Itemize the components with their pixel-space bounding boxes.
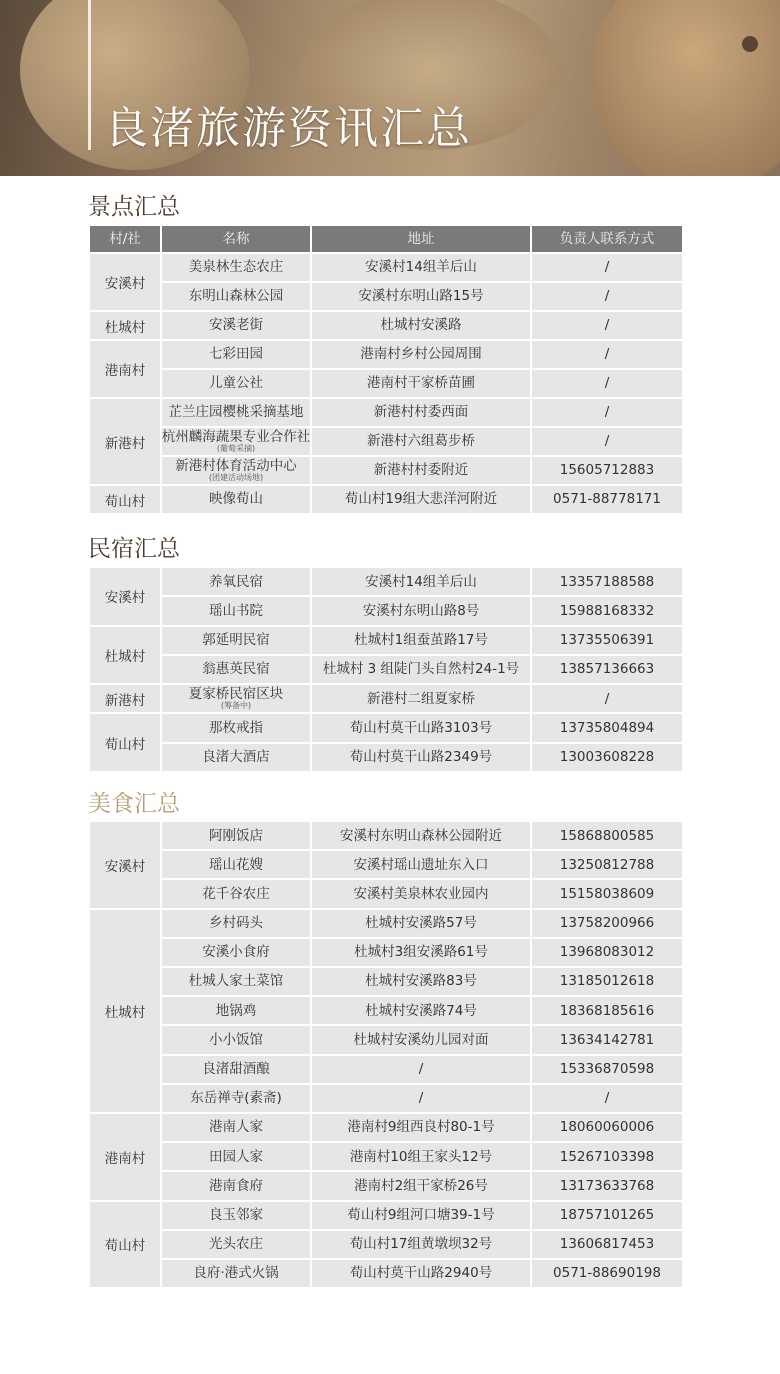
banner-jade-disc <box>590 0 780 176</box>
table-header-cell: 负责人联系方式 <box>532 226 682 254</box>
village-rows <box>162 399 682 486</box>
name-cell: 阿刚饭店 <box>162 822 312 851</box>
name-cell: 安溪老街 <box>162 312 312 341</box>
table-row <box>162 997 682 1026</box>
village-group <box>90 312 682 341</box>
address-cell: 港南村2组干家桥26号 <box>312 1172 532 1201</box>
village-cell: 新港村 <box>90 399 162 486</box>
attractions-table <box>90 226 682 515</box>
contact-cell: 0571-88778171 <box>532 486 682 515</box>
address-cell: 杜城村 3 组陡门头自然村24-1号 <box>312 656 532 685</box>
contact-cell: 13173633768 <box>532 1172 682 1201</box>
table-row <box>162 428 682 457</box>
address-cell: 安溪村东明山路8号 <box>312 597 532 626</box>
address-cell: 杜城村安溪路83号 <box>312 968 532 997</box>
table-row <box>162 910 682 939</box>
village-rows <box>162 254 682 312</box>
table-row <box>162 714 682 743</box>
table-row <box>162 851 682 880</box>
contact-cell: / <box>532 312 682 341</box>
address-cell: 杜城村安溪幼儿园对面 <box>312 1026 532 1055</box>
name-text: 新港村体育活动中心 <box>175 457 297 474</box>
table-row <box>162 1260 682 1289</box>
village-rows <box>162 312 682 341</box>
name-cell <box>162 685 312 714</box>
name-cell: 良渚大酒店 <box>162 744 312 773</box>
village-rows <box>162 1114 682 1202</box>
contact-cell: 18757101265 <box>532 1202 682 1231</box>
homestays-table <box>90 568 682 773</box>
table-row <box>162 968 682 997</box>
address-cell: 杜城村安溪路74号 <box>312 997 532 1026</box>
table-header-cell: 村/社 <box>90 226 162 254</box>
contact-cell: / <box>532 685 682 714</box>
address-cell: 杜城村1组蚕茧路17号 <box>312 627 532 656</box>
village-cell: 荀山村 <box>90 1202 162 1290</box>
name-cell: 东岳禅寺(素斋) <box>162 1085 312 1114</box>
address-cell: 荀山村9组河口塘39-1号 <box>312 1202 532 1231</box>
table-row <box>162 370 682 399</box>
village-group <box>90 1114 682 1202</box>
village-cell: 新港村 <box>90 685 162 714</box>
address-cell: 杜城村安溪路57号 <box>312 910 532 939</box>
table-row <box>162 341 682 370</box>
table-row <box>162 822 682 851</box>
table-row <box>162 1143 682 1172</box>
village-group <box>90 627 682 686</box>
village-rows <box>162 910 682 1114</box>
table-row <box>162 1056 682 1085</box>
address-cell: 安溪村美泉林农业园内 <box>312 880 532 909</box>
name-cell: 港南人家 <box>162 1114 312 1143</box>
village-rows <box>162 627 682 686</box>
table-row <box>162 1172 682 1201</box>
table-row <box>162 254 682 283</box>
table-row <box>162 880 682 909</box>
address-cell: 荀山村莫干山路2349号 <box>312 744 532 773</box>
village-rows <box>162 341 682 399</box>
contact-cell: 13606817453 <box>532 1231 682 1260</box>
address-cell: 港南村10组王家头12号 <box>312 1143 532 1172</box>
contact-cell: / <box>532 370 682 399</box>
village-group <box>90 254 682 312</box>
contact-cell: 15336870598 <box>532 1056 682 1085</box>
table-row <box>162 1231 682 1260</box>
table-row <box>162 312 682 341</box>
contact-cell: 15868800585 <box>532 822 682 851</box>
contact-cell: / <box>532 1085 682 1114</box>
name-cell <box>162 457 312 486</box>
address-cell: 荀山村17组黄墩坝32号 <box>312 1231 532 1260</box>
banner-divider-line <box>88 0 91 150</box>
contact-cell: 15158038609 <box>532 880 682 909</box>
contact-cell: 13634142781 <box>532 1026 682 1055</box>
section-title-attractions: 景点汇总 <box>88 194 180 220</box>
table-row <box>162 1085 682 1114</box>
table-row <box>162 1202 682 1231</box>
name-cell: 七彩田园 <box>162 341 312 370</box>
name-cell: 翁惠英民宿 <box>162 656 312 685</box>
name-cell: 杜城人家土菜馆 <box>162 968 312 997</box>
page-title: 良渚旅游资讯汇总 <box>104 103 472 154</box>
village-group <box>90 399 682 486</box>
table-row <box>162 568 682 597</box>
village-group <box>90 714 682 773</box>
contact-cell: 13185012618 <box>532 968 682 997</box>
name-cell <box>162 428 312 457</box>
village-group <box>90 1202 682 1290</box>
contact-cell: 13735804894 <box>532 714 682 743</box>
address-cell: 荀山村莫干山路3103号 <box>312 714 532 743</box>
address-cell: / <box>312 1056 532 1085</box>
village-cell: 杜城村 <box>90 627 162 686</box>
table-header-cell: 名称 <box>162 226 312 254</box>
village-cell: 港南村 <box>90 1114 162 1202</box>
table-row <box>162 685 682 714</box>
village-group <box>90 910 682 1114</box>
name-stack <box>189 687 284 711</box>
address-cell: 新港村村委附近 <box>312 457 532 486</box>
address-cell: 荀山村莫干山路2940号 <box>312 1260 532 1289</box>
address-cell: 安溪村14组羊后山 <box>312 568 532 597</box>
section-title-food: 美食汇总 <box>88 791 180 817</box>
name-cell: 良府·港式火锅 <box>162 1260 312 1289</box>
name-cell: 地锅鸡 <box>162 997 312 1026</box>
name-cell: 芷兰庄园樱桃采摘基地 <box>162 399 312 428</box>
name-cell: 花千谷农庄 <box>162 880 312 909</box>
contact-cell: 13857136663 <box>532 656 682 685</box>
name-cell: 瑶山书院 <box>162 597 312 626</box>
name-cell: 安溪小食府 <box>162 939 312 968</box>
contact-cell: 15988168332 <box>532 597 682 626</box>
name-cell: 映像荀山 <box>162 486 312 515</box>
contact-cell: 0571-88690198 <box>532 1260 682 1289</box>
food-table <box>90 822 682 1289</box>
contact-cell: 13735506391 <box>532 627 682 656</box>
address-cell: 安溪村瑶山遗址东入口 <box>312 851 532 880</box>
contact-cell: 13758200966 <box>532 910 682 939</box>
name-text: 夏家桥民宿区块 <box>188 686 284 703</box>
address-cell: 新港村六组葛步桥 <box>312 428 532 457</box>
name-cell: 小小饭馆 <box>162 1026 312 1055</box>
name-cell: 养氧民宿 <box>162 568 312 597</box>
address-cell: 安溪村14组羊后山 <box>312 254 532 283</box>
village-rows <box>162 1202 682 1290</box>
address-cell: 杜城村3组安溪路61号 <box>312 939 532 968</box>
contact-cell: 13003608228 <box>532 744 682 773</box>
address-cell: 港南村干家桥苗圃 <box>312 370 532 399</box>
village-rows <box>162 714 682 773</box>
table-row <box>162 399 682 428</box>
name-stack <box>162 430 310 454</box>
table-row <box>162 283 682 312</box>
contact-cell: 13357188588 <box>532 568 682 597</box>
contact-cell: / <box>532 341 682 370</box>
address-cell: 港南村9组西良村80-1号 <box>312 1114 532 1143</box>
village-group <box>90 685 682 714</box>
address-cell: 安溪村东明山森林公园附近 <box>312 822 532 851</box>
name-cell: 良渚甜酒酿 <box>162 1056 312 1085</box>
village-cell: 安溪村 <box>90 568 162 627</box>
name-cell: 那枚戒指 <box>162 714 312 743</box>
contact-cell: / <box>532 283 682 312</box>
contact-cell: / <box>532 428 682 457</box>
table-row <box>162 597 682 626</box>
table-row <box>162 1114 682 1143</box>
table-header-cell: 地址 <box>312 226 532 254</box>
village-group <box>90 486 682 515</box>
name-note: (筹备中) <box>220 701 252 711</box>
name-cell: 港南食府 <box>162 1172 312 1201</box>
address-cell: 新港村二组夏家桥 <box>312 685 532 714</box>
name-cell: 美泉林生态农庄 <box>162 254 312 283</box>
address-cell: 荀山村19组大悲洋河附近 <box>312 486 532 515</box>
village-rows <box>162 568 682 627</box>
table-row <box>162 744 682 773</box>
table-row <box>162 457 682 486</box>
village-rows <box>162 822 682 910</box>
name-stack <box>175 459 297 483</box>
village-cell: 安溪村 <box>90 254 162 312</box>
section-title-homestays: 民宿汇总 <box>88 536 180 562</box>
table-row <box>162 656 682 685</box>
village-cell: 荀山村 <box>90 714 162 773</box>
contact-cell: 18060060006 <box>532 1114 682 1143</box>
village-cell: 港南村 <box>90 341 162 399</box>
name-cell: 良玉邻家 <box>162 1202 312 1231</box>
contact-cell: / <box>532 399 682 428</box>
contact-cell: 13250812788 <box>532 851 682 880</box>
village-rows <box>162 486 682 515</box>
table-row <box>162 1026 682 1055</box>
contact-cell: 15267103398 <box>532 1143 682 1172</box>
village-group <box>90 341 682 399</box>
table-row <box>162 627 682 656</box>
village-group <box>90 568 682 627</box>
village-cell: 安溪村 <box>90 822 162 910</box>
village-cell: 杜城村 <box>90 910 162 1114</box>
name-cell: 田园人家 <box>162 1143 312 1172</box>
name-cell: 儿童公社 <box>162 370 312 399</box>
name-cell: 乡村码头 <box>162 910 312 939</box>
contact-cell: 13968083012 <box>532 939 682 968</box>
table-row <box>162 486 682 515</box>
name-cell: 郭延明民宿 <box>162 627 312 656</box>
banner-disc-hole <box>742 36 758 52</box>
name-note: (葡萄采摘) <box>216 443 256 453</box>
village-rows <box>162 685 682 714</box>
address-cell: / <box>312 1085 532 1114</box>
table-header-row <box>90 226 682 254</box>
contact-cell: 15605712883 <box>532 457 682 486</box>
address-cell: 港南村乡村公园周围 <box>312 341 532 370</box>
name-text: 杭州麟海蔬果专业合作社 <box>162 428 311 445</box>
name-cell: 光头农庄 <box>162 1231 312 1260</box>
name-cell: 瑶山花嫂 <box>162 851 312 880</box>
contact-cell: / <box>532 254 682 283</box>
name-note: (团建活动场地) <box>208 472 264 482</box>
name-cell: 东明山森林公园 <box>162 283 312 312</box>
address-cell: 新港村村委西面 <box>312 399 532 428</box>
village-cell: 杜城村 <box>90 312 162 341</box>
address-cell: 安溪村东明山路15号 <box>312 283 532 312</box>
header-banner <box>0 0 780 176</box>
village-cell: 荀山村 <box>90 486 162 515</box>
contact-cell: 18368185616 <box>532 997 682 1026</box>
address-cell: 杜城村安溪路 <box>312 312 532 341</box>
table-row <box>162 939 682 968</box>
village-group <box>90 822 682 910</box>
